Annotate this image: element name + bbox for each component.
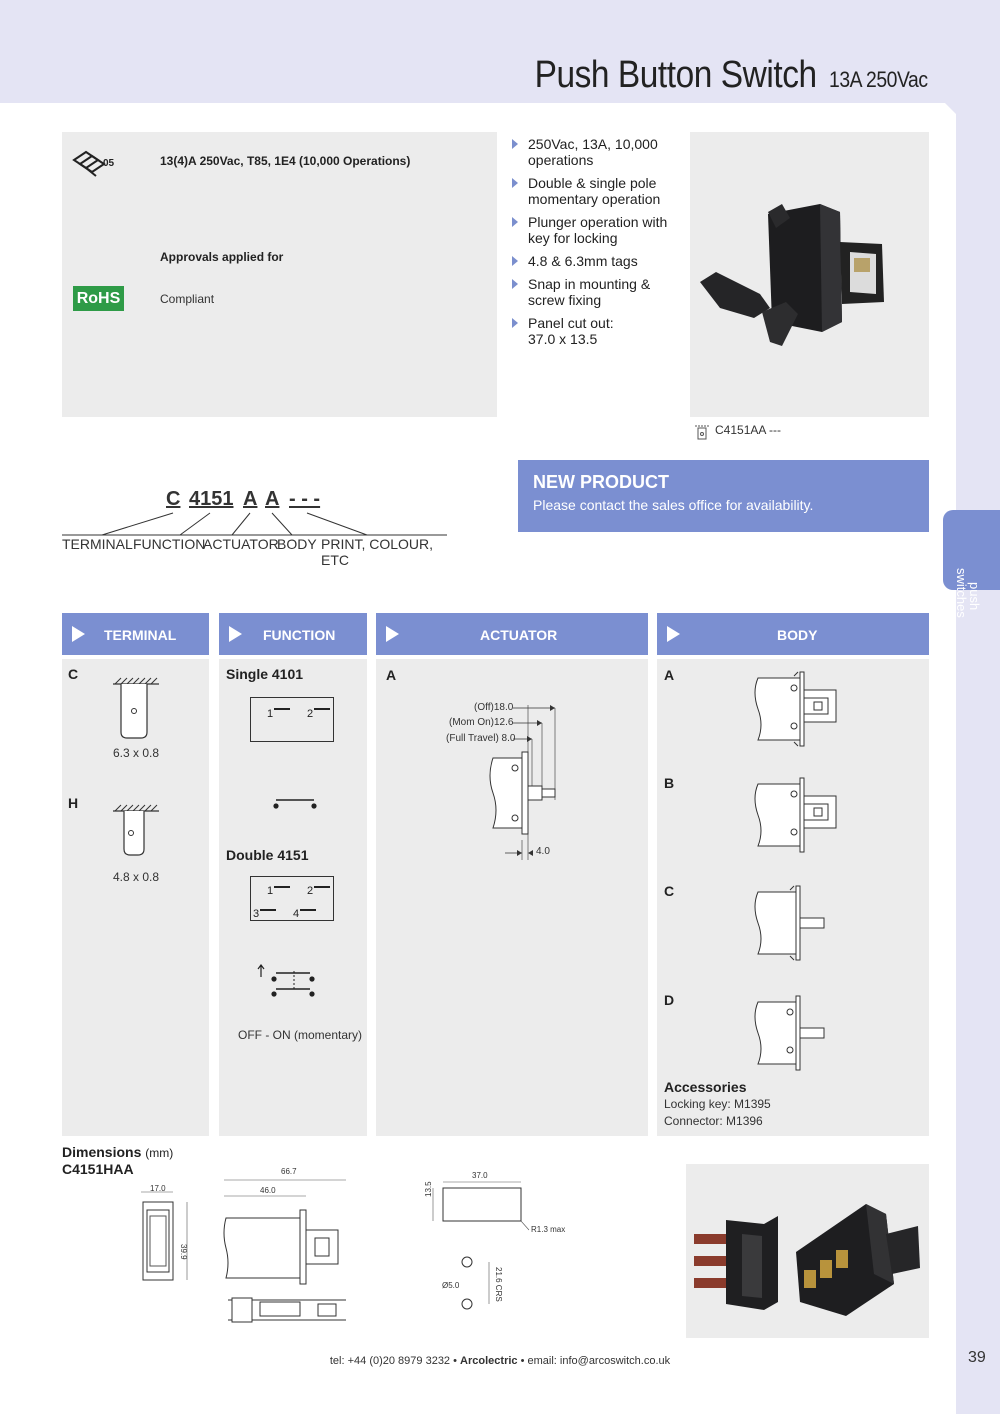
rohs-text: Compliant [160,292,215,306]
approvals-heading: Approvals applied for [160,250,284,264]
accessories-heading: Accessories [664,1079,747,1095]
header-actuator [376,613,648,655]
label-terminal: TERMINAL [62,536,133,552]
feature-text: 250Vac, 13A, 10,000 operations [528,136,658,168]
product-photo [690,132,929,417]
label-body: BODY [277,536,317,552]
code-print: - - - [289,488,321,510]
terminal-size-h: 4.8 x 0.8 [113,870,160,884]
bullet-arrow-icon [512,256,518,266]
title-subtitle: 13A 250Vac [829,67,928,92]
dimensions-part: C4151HAA [62,1161,134,1177]
terminal-code-h: H [68,795,79,811]
header-arrow-icon [72,626,85,642]
code-function: 4151 [189,488,234,510]
enec-rating: 13(4)A 250Vac, T85, 1E4 (10,000 Operations) [160,154,411,168]
pin-1-label: 1 [267,885,274,897]
bullet-arrow-icon [512,318,518,328]
dim-radius: R1.3 max [531,1225,566,1234]
contact-bar [260,909,276,911]
body-d-drawing [750,994,850,1074]
double-contact-symbol [256,963,326,999]
dim-hole-dia: Ø5.0 [442,1281,460,1290]
terminal-code-c: C [68,666,79,682]
accessory-item: Connector: M1396 [664,1114,763,1128]
dimensions-heading [62,1144,173,1160]
single-pole-diagram [250,697,334,742]
enec-mark: 05 [103,158,115,169]
pin-1-label: 1 [267,708,274,720]
code-actuator: A [243,488,258,510]
function-mode: OFF - ON (momentary) [238,1028,363,1042]
pin-2-label: 2 [307,708,314,720]
actuator-code: A [386,667,397,683]
header-arrow-icon [229,626,242,642]
header-body-label: BODY [777,627,818,643]
actuator-dimension-diagram [480,700,580,865]
body-a-drawing [750,670,850,750]
dim-height-39-9: 39.9 [179,1244,188,1260]
double-pole-diagram [250,876,334,921]
terminal-size-c: 6.3 x 0.8 [113,746,160,760]
code-body: A [265,488,280,510]
pin-4-label: 4 [293,908,300,920]
bullet-arrow-icon [512,139,518,149]
tab-terminal-icon [111,803,161,865]
side-view-drawing [220,1170,355,1330]
feature-item [512,175,677,207]
feature-item [512,136,677,168]
rohs-badge: RoHS [73,286,124,311]
tab-terminal-icon [111,676,161,746]
right-margin-strip [956,103,1000,1414]
body-code-d: D [664,992,675,1008]
accessory-item: Locking key: M1395 [664,1097,771,1111]
new-product-text: Please contact the sales office for availability. [533,497,814,513]
header-arrow-icon [667,626,680,642]
dim-cutout-13-5: 13.5 [424,1181,433,1197]
dim-cutout-37: 37.0 [472,1171,488,1180]
feature-text: Panel cut out: 37.0 x 13.5 [528,315,614,347]
contact-bar [300,909,316,911]
side-tab[interactable] [943,510,1000,618]
dim-length-66-7: 66.7 [281,1167,297,1176]
approvals-panel [62,132,497,417]
feature-text: Double & single pole momentary operation [528,175,661,207]
front-view-drawing [135,1180,210,1290]
dim-mom-on: (Mom On)12.6 [449,717,514,728]
feature-item [512,214,677,246]
function-single: Single 4101 [226,666,304,682]
header-terminal [62,613,209,655]
feature-item [512,253,677,269]
header-actuator-label: ACTUATOR [480,627,558,643]
dim-hole-crs: 21.6 CRS [494,1267,503,1302]
pin-2-label: 2 [307,885,314,897]
feature-text: Snap in mounting & screw fixing [528,276,651,308]
dim-width-17: 17.0 [150,1184,166,1193]
page-title [535,54,928,97]
footer-separator: • [520,1355,528,1367]
feature-text: 4.8 & 6.3mm tags [528,253,638,269]
body-code-c: C [664,883,675,899]
enec-icon [72,150,118,178]
connector-switch-photo [686,1164,929,1338]
part-code-diagram [62,488,452,568]
feature-item [512,276,677,308]
contact-bar [274,886,290,888]
bullet-arrow-icon [512,279,518,289]
footer [0,1355,1000,1367]
footer-email[interactable]: email: info@arcoswitch.co.uk [527,1355,671,1367]
dim-full-travel: (Full Travel) 8.0 [446,733,516,744]
contact-bar [314,886,330,888]
header-function [219,613,367,655]
header-function-label: FUNCTION [263,627,336,643]
pin-3-label: 3 [253,908,260,920]
label-actuator: ACTUATOR [203,536,279,552]
side-tab-line1: push [967,582,982,611]
label-print: PRINT, COLOUR, ETC [321,536,434,568]
tag-terminal-icon [694,424,710,440]
label-function: FUNCTION [133,536,206,552]
product-caption: C4151AA --- [715,423,782,437]
bullet-arrow-icon [512,178,518,188]
contact-bar [314,708,330,710]
body-code-a: A [664,667,675,683]
header-terminal-label: TERMINAL [104,627,177,643]
header-body [657,613,929,655]
body-c-drawing [750,884,850,964]
feature-item [512,315,642,347]
footer-tel: tel: +44 (0)20 8979 3232 [329,1355,451,1367]
function-double: Double 4151 [226,847,309,863]
title-text: Push Button Switch [534,54,818,96]
new-product-box [518,460,929,532]
connector-photo [686,1164,929,1338]
feature-text: Plunger operation with key for locking [528,214,668,246]
body-b-drawing [750,776,850,856]
header-arrow-icon [386,626,399,642]
page-number: 39 [968,1349,986,1366]
single-contact-symbol [270,797,320,811]
bullet-arrow-icon [512,217,518,227]
code-terminal: C [166,488,181,510]
side-tab-line2: switches [954,568,969,618]
footer-separator: • [453,1355,461,1367]
dimensions-unit: (mm) [145,1146,174,1160]
dim-length-46: 46.0 [260,1186,276,1195]
footer-brand: Arcolectric [460,1355,518,1367]
strip-notch [945,103,956,114]
push-switch-photo [690,132,929,417]
body-code-b: B [664,775,675,791]
dim-4: 4.0 [536,846,550,857]
contact-bar [274,708,290,710]
new-product-heading: NEW PRODUCT [533,472,669,492]
dim-off: (Off)18.0 [474,702,514,713]
dimensions-title: Dimensions [62,1144,142,1160]
